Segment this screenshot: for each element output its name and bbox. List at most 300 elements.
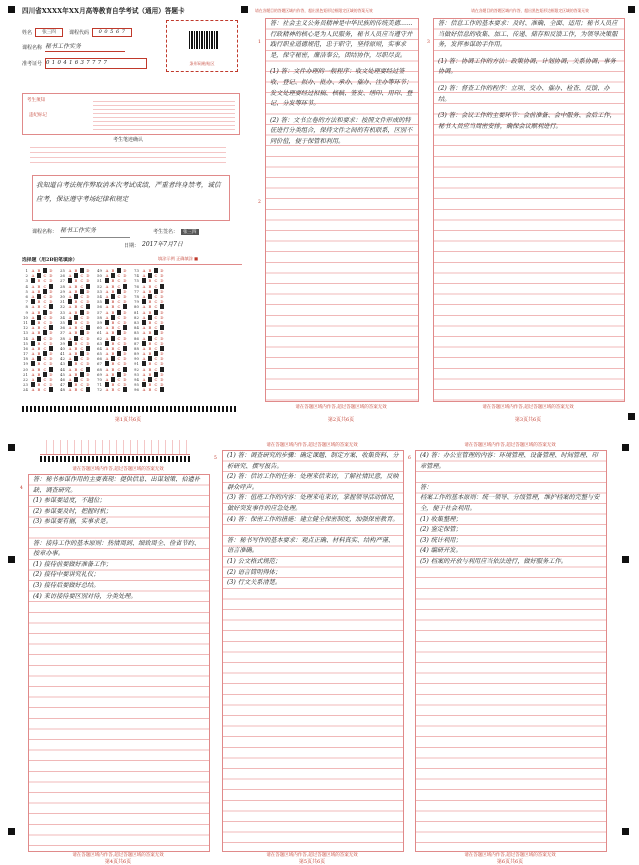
omr-bubble[interactable]: B bbox=[74, 335, 78, 341]
omr-bubble[interactable]: C bbox=[80, 351, 84, 357]
omr-bubble[interactable]: D bbox=[49, 268, 53, 274]
omr-bubble[interactable]: C bbox=[154, 345, 158, 351]
answer-panel-page-3[interactable] bbox=[433, 18, 625, 402]
omr-bubble[interactable]: D bbox=[49, 304, 53, 310]
omr-bubble[interactable]: B bbox=[148, 304, 152, 310]
omr-bubble[interactable]: A bbox=[105, 361, 109, 367]
omr-bubble[interactable]: B bbox=[37, 335, 41, 341]
omr-bubble[interactable]: D bbox=[86, 309, 90, 315]
omr-bubble[interactable]: B bbox=[111, 283, 115, 289]
omr-bubble[interactable]: D bbox=[123, 361, 127, 367]
omr-bubble[interactable]: B bbox=[111, 273, 115, 279]
omr-bubble[interactable]: D bbox=[86, 335, 90, 341]
omr-bubble[interactable]: A bbox=[31, 377, 35, 383]
omr-bubble[interactable]: D bbox=[160, 371, 164, 377]
omr-bubble[interactable]: A bbox=[105, 325, 109, 331]
omr-bubble[interactable]: D bbox=[86, 278, 90, 284]
omr-bubble[interactable]: B bbox=[74, 382, 78, 388]
omr-bubble[interactable]: D bbox=[49, 273, 53, 279]
omr-bubble[interactable]: B bbox=[37, 283, 41, 289]
omr-bubble[interactable]: A bbox=[31, 268, 35, 274]
omr-bubble[interactable]: A bbox=[68, 356, 72, 362]
omr-bubble[interactable]: C bbox=[154, 366, 158, 372]
omr-bubble[interactable]: A bbox=[68, 268, 72, 274]
omr-bubble[interactable]: C bbox=[43, 314, 47, 320]
omr-bubble[interactable]: B bbox=[111, 377, 115, 383]
omr-bubble[interactable]: D bbox=[123, 278, 127, 284]
omr-bubble[interactable]: B bbox=[74, 371, 78, 377]
omr-bubble[interactable]: C bbox=[43, 273, 47, 279]
omr-bubble[interactable]: D bbox=[123, 387, 127, 393]
answer-panel-page-5[interactable] bbox=[222, 450, 404, 852]
omr-bubble[interactable]: A bbox=[105, 319, 109, 325]
omr-bubble[interactable]: C bbox=[43, 288, 47, 294]
omr-bubble[interactable]: A bbox=[105, 366, 109, 372]
omr-bubble[interactable]: D bbox=[160, 283, 164, 289]
omr-bubble[interactable]: D bbox=[160, 335, 164, 341]
omr-bubble[interactable]: C bbox=[117, 356, 121, 362]
omr-bubble[interactable]: A bbox=[68, 288, 72, 294]
omr-bubble[interactable]: D bbox=[160, 319, 164, 325]
omr-bubble[interactable]: B bbox=[37, 299, 41, 305]
omr-bubble[interactable]: C bbox=[80, 325, 84, 331]
omr-bubble[interactable]: B bbox=[148, 351, 152, 357]
omr-bubble[interactable]: A bbox=[68, 309, 72, 315]
omr-bubble[interactable]: C bbox=[43, 294, 47, 300]
omr-bubble[interactable]: B bbox=[37, 366, 41, 372]
omr-bubble[interactable]: B bbox=[74, 278, 78, 284]
omr-bubble[interactable]: D bbox=[160, 314, 164, 320]
omr-bubble[interactable]: A bbox=[142, 356, 146, 362]
omr-bubble[interactable]: B bbox=[74, 294, 78, 300]
omr-bubble[interactable]: C bbox=[43, 278, 47, 284]
omr-bubble[interactable]: B bbox=[111, 371, 115, 377]
omr-bubble[interactable]: C bbox=[43, 319, 47, 325]
omr-bubble[interactable]: C bbox=[43, 268, 47, 274]
omr-bubble[interactable]: D bbox=[86, 361, 90, 367]
omr-bubble[interactable]: D bbox=[86, 382, 90, 388]
omr-bubble[interactable]: A bbox=[31, 278, 35, 284]
omr-bubble[interactable]: D bbox=[160, 309, 164, 315]
omr-bubble[interactable]: B bbox=[148, 314, 152, 320]
omr-bubble[interactable]: B bbox=[148, 268, 152, 274]
omr-bubble[interactable]: A bbox=[31, 351, 35, 357]
answer-panel-page-4[interactable] bbox=[28, 474, 210, 852]
omr-bubble[interactable]: B bbox=[111, 319, 115, 325]
omr-bubble[interactable]: C bbox=[43, 351, 47, 357]
omr-bubble[interactable]: D bbox=[86, 294, 90, 300]
omr-bubble[interactable]: B bbox=[148, 377, 152, 383]
omr-bubble[interactable]: B bbox=[148, 299, 152, 305]
omr-bubble[interactable]: A bbox=[31, 294, 35, 300]
omr-bubble[interactable]: D bbox=[123, 314, 127, 320]
omr-bubble[interactable]: A bbox=[142, 361, 146, 367]
omr-bubble[interactable]: A bbox=[142, 325, 146, 331]
omr-bubble[interactable]: B bbox=[74, 361, 78, 367]
omr-bubble[interactable]: C bbox=[43, 299, 47, 305]
omr-bubble[interactable]: B bbox=[111, 330, 115, 336]
omr-bubble[interactable]: B bbox=[111, 340, 115, 346]
omr-bubble[interactable]: A bbox=[142, 340, 146, 346]
omr-bubble[interactable]: C bbox=[80, 335, 84, 341]
omr-bubble[interactable]: B bbox=[37, 382, 41, 388]
omr-bubble[interactable]: A bbox=[68, 351, 72, 357]
omr-bubble[interactable]: A bbox=[105, 268, 109, 274]
omr-question-row[interactable] bbox=[96, 387, 127, 392]
omr-bubble[interactable]: A bbox=[142, 268, 146, 274]
omr-bubble[interactable]: C bbox=[43, 325, 47, 331]
omr-bubble[interactable]: C bbox=[80, 382, 84, 388]
omr-bubble[interactable]: B bbox=[148, 309, 152, 315]
omr-bubble[interactable]: C bbox=[43, 356, 47, 362]
omr-bubble[interactable]: A bbox=[105, 382, 109, 388]
omr-bubble[interactable]: D bbox=[86, 268, 90, 274]
omr-bubble[interactable]: B bbox=[111, 294, 115, 300]
omr-bubble[interactable]: D bbox=[86, 366, 90, 372]
omr-bubble[interactable]: B bbox=[37, 288, 41, 294]
omr-question-row[interactable] bbox=[59, 387, 90, 392]
omr-bubble[interactable]: D bbox=[49, 361, 53, 367]
omr-bubble[interactable]: D bbox=[123, 273, 127, 279]
omr-bubble[interactable]: D bbox=[86, 351, 90, 357]
omr-bubble[interactable]: C bbox=[80, 273, 84, 279]
omr-bubble[interactable]: D bbox=[160, 325, 164, 331]
omr-bubble[interactable]: D bbox=[123, 351, 127, 357]
omr-bubble[interactable]: D bbox=[160, 351, 164, 357]
omr-bubble[interactable]: A bbox=[68, 304, 72, 310]
omr-bubble[interactable]: C bbox=[117, 309, 121, 315]
omr-bubble[interactable]: C bbox=[154, 268, 158, 274]
omr-bubble[interactable]: D bbox=[49, 330, 53, 336]
omr-bubble[interactable]: C bbox=[80, 366, 84, 372]
omr-bubble[interactable]: A bbox=[142, 366, 146, 372]
omr-bubble[interactable]: D bbox=[123, 319, 127, 325]
omr-bubble[interactable]: B bbox=[74, 314, 78, 320]
omr-bubble[interactable]: A bbox=[105, 387, 109, 393]
omr-bubble[interactable]: B bbox=[37, 387, 41, 393]
omr-bubble[interactable]: C bbox=[43, 382, 47, 388]
omr-bubble[interactable]: A bbox=[31, 382, 35, 388]
omr-bubble[interactable]: D bbox=[86, 340, 90, 346]
omr-bubble[interactable]: C bbox=[80, 283, 84, 289]
omr-bubble[interactable]: D bbox=[49, 371, 53, 377]
omr-bubble[interactable]: D bbox=[49, 314, 53, 320]
omr-bubble[interactable]: D bbox=[160, 304, 164, 310]
omr-bubble[interactable]: A bbox=[142, 294, 146, 300]
omr-bubble[interactable]: A bbox=[142, 278, 146, 284]
omr-bubble[interactable]: C bbox=[80, 356, 84, 362]
omr-bubble[interactable]: D bbox=[160, 340, 164, 346]
omr-bubble[interactable]: D bbox=[86, 371, 90, 377]
omr-bubble[interactable]: A bbox=[105, 345, 109, 351]
omr-bubble[interactable]: D bbox=[123, 304, 127, 310]
omr-bubble[interactable]: C bbox=[43, 330, 47, 336]
omr-bubble[interactable]: A bbox=[31, 340, 35, 346]
omr-bubble[interactable]: D bbox=[160, 330, 164, 336]
omr-bubble[interactable]: C bbox=[117, 371, 121, 377]
omr-bubble[interactable]: A bbox=[142, 345, 146, 351]
omr-bubble[interactable]: C bbox=[154, 377, 158, 383]
omr-bubble[interactable]: B bbox=[111, 356, 115, 362]
omr-bubble[interactable]: A bbox=[105, 273, 109, 279]
omr-bubble[interactable]: B bbox=[37, 319, 41, 325]
omr-bubble[interactable]: C bbox=[43, 366, 47, 372]
omr-bubble[interactable]: C bbox=[43, 361, 47, 367]
omr-bubble[interactable]: A bbox=[68, 366, 72, 372]
omr-bubble[interactable]: B bbox=[148, 356, 152, 362]
omr-bubble[interactable]: C bbox=[117, 345, 121, 351]
omr-bubble[interactable]: C bbox=[80, 377, 84, 383]
omr-bubble[interactable]: B bbox=[148, 273, 152, 279]
omr-bubble[interactable]: D bbox=[160, 273, 164, 279]
omr-bubble[interactable]: C bbox=[80, 294, 84, 300]
omr-bubble[interactable]: B bbox=[148, 371, 152, 377]
omr-bubble[interactable]: B bbox=[74, 340, 78, 346]
date-value[interactable]: 2017年7月7日 bbox=[142, 241, 183, 248]
omr-bubble[interactable]: C bbox=[154, 335, 158, 341]
omr-bubble[interactable]: D bbox=[123, 283, 127, 289]
omr-bubble[interactable]: A bbox=[31, 273, 35, 279]
omr-bubble[interactable]: C bbox=[43, 335, 47, 341]
omr-bubble[interactable]: A bbox=[68, 387, 72, 393]
answer-panel-page-2[interactable] bbox=[265, 18, 419, 402]
omr-bubble[interactable]: C bbox=[117, 273, 121, 279]
omr-bubble[interactable]: B bbox=[148, 361, 152, 367]
omr-bubble[interactable]: D bbox=[49, 382, 53, 388]
omr-grid[interactable] bbox=[22, 264, 242, 404]
omr-bubble[interactable]: A bbox=[105, 278, 109, 284]
omr-bubble[interactable]: D bbox=[86, 273, 90, 279]
omr-bubble[interactable]: D bbox=[49, 325, 53, 331]
omr-bubble[interactable]: D bbox=[86, 345, 90, 351]
omr-bubble[interactable]: C bbox=[43, 377, 47, 383]
omr-bubble[interactable]: A bbox=[31, 361, 35, 367]
omr-bubble[interactable]: D bbox=[123, 309, 127, 315]
omr-bubble[interactable]: D bbox=[123, 382, 127, 388]
omr-bubble[interactable]: B bbox=[148, 294, 152, 300]
omr-bubble[interactable]: B bbox=[148, 283, 152, 289]
omr-bubble[interactable]: A bbox=[105, 371, 109, 377]
omr-bubble[interactable]: D bbox=[123, 330, 127, 336]
omr-bubble[interactable]: D bbox=[49, 366, 53, 372]
omr-bubble[interactable]: B bbox=[37, 309, 41, 315]
signature-value[interactable]: 张三四 bbox=[183, 229, 197, 235]
omr-bubble[interactable]: A bbox=[142, 319, 146, 325]
omr-bubble[interactable]: A bbox=[105, 377, 109, 383]
omr-bubble[interactable]: B bbox=[111, 351, 115, 357]
omr-bubble[interactable]: C bbox=[43, 371, 47, 377]
omr-bubble[interactable]: C bbox=[154, 330, 158, 336]
omr-bubble[interactable]: C bbox=[154, 382, 158, 388]
omr-bubble[interactable]: C bbox=[117, 335, 121, 341]
omr-bubble[interactable]: D bbox=[123, 366, 127, 372]
omr-bubble[interactable]: A bbox=[68, 330, 72, 336]
omr-bubble[interactable]: D bbox=[160, 299, 164, 305]
omr-bubble[interactable]: D bbox=[160, 387, 164, 393]
omr-bubble[interactable]: B bbox=[148, 330, 152, 336]
omr-bubble[interactable]: C bbox=[117, 288, 121, 294]
omr-bubble[interactable]: A bbox=[31, 319, 35, 325]
omr-bubble[interactable]: A bbox=[68, 319, 72, 325]
omr-bubble[interactable]: D bbox=[49, 377, 53, 383]
omr-bubble[interactable]: B bbox=[111, 387, 115, 393]
omr-bubble[interactable]: A bbox=[142, 299, 146, 305]
omr-bubble[interactable]: D bbox=[160, 377, 164, 383]
omr-bubble[interactable]: B bbox=[148, 288, 152, 294]
omr-bubble[interactable]: A bbox=[31, 356, 35, 362]
omr-bubble[interactable]: A bbox=[68, 314, 72, 320]
omr-bubble[interactable]: A bbox=[142, 288, 146, 294]
omr-bubble[interactable]: C bbox=[117, 304, 121, 310]
omr-bubble[interactable]: C bbox=[80, 345, 84, 351]
omr-bubble[interactable]: C bbox=[117, 325, 121, 331]
omr-bubble[interactable]: A bbox=[68, 273, 72, 279]
omr-bubble[interactable]: A bbox=[31, 335, 35, 341]
omr-bubble[interactable]: C bbox=[117, 377, 121, 383]
omr-bubble[interactable]: A bbox=[68, 382, 72, 388]
omr-bubble[interactable]: C bbox=[80, 319, 84, 325]
omr-bubble[interactable]: B bbox=[148, 278, 152, 284]
omr-bubble[interactable]: C bbox=[117, 294, 121, 300]
omr-bubble[interactable]: C bbox=[154, 294, 158, 300]
omr-bubble[interactable]: D bbox=[49, 340, 53, 346]
course-name-field[interactable]: 秘书工作实务 bbox=[45, 42, 125, 52]
omr-bubble[interactable]: D bbox=[86, 330, 90, 336]
omr-bubble[interactable]: B bbox=[37, 371, 41, 377]
omr-bubble[interactable]: B bbox=[37, 340, 41, 346]
omr-bubble[interactable]: B bbox=[111, 304, 115, 310]
omr-bubble[interactable]: D bbox=[49, 335, 53, 341]
omr-bubble[interactable]: D bbox=[86, 387, 90, 393]
omr-bubble[interactable]: D bbox=[49, 299, 53, 305]
omr-bubble[interactable]: B bbox=[74, 319, 78, 325]
exam-number-field[interactable]: 0 1 0 4 1 6 3 7 7 7 7 bbox=[45, 58, 147, 69]
omr-bubble[interactable]: D bbox=[123, 335, 127, 341]
omr-bubble[interactable]: D bbox=[160, 278, 164, 284]
omr-bubble[interactable]: C bbox=[117, 314, 121, 320]
omr-bubble[interactable]: D bbox=[86, 304, 90, 310]
omr-bubble[interactable]: A bbox=[105, 283, 109, 289]
omr-bubble[interactable]: A bbox=[142, 330, 146, 336]
omr-bubble[interactable]: D bbox=[160, 382, 164, 388]
omr-bubble[interactable]: C bbox=[117, 361, 121, 367]
omr-bubble[interactable]: D bbox=[86, 314, 90, 320]
omr-bubble[interactable]: C bbox=[43, 345, 47, 351]
omr-bubble[interactable]: B bbox=[37, 273, 41, 279]
omr-bubble[interactable]: D bbox=[49, 278, 53, 284]
omr-bubble[interactable]: B bbox=[74, 377, 78, 383]
omr-bubble[interactable]: A bbox=[105, 335, 109, 341]
omr-bubble[interactable]: D bbox=[86, 299, 90, 305]
omr-bubble[interactable]: A bbox=[68, 345, 72, 351]
omr-bubble[interactable]: A bbox=[31, 371, 35, 377]
omr-bubble[interactable]: C bbox=[117, 278, 121, 284]
omr-bubble[interactable]: B bbox=[148, 345, 152, 351]
omr-bubble[interactable]: D bbox=[49, 288, 53, 294]
omr-bubble[interactable]: A bbox=[31, 366, 35, 372]
omr-bubble[interactable]: C bbox=[117, 283, 121, 289]
omr-bubble[interactable]: D bbox=[123, 371, 127, 377]
omr-bubble[interactable]: D bbox=[123, 288, 127, 294]
omr-bubble[interactable]: C bbox=[80, 387, 84, 393]
omr-bubble[interactable]: C bbox=[154, 371, 158, 377]
omr-bubble[interactable]: C bbox=[154, 283, 158, 289]
omr-bubble[interactable]: D bbox=[49, 283, 53, 289]
omr-bubble[interactable]: B bbox=[111, 268, 115, 274]
omr-bubble[interactable]: A bbox=[31, 283, 35, 289]
course-code-field[interactable]: 0 0 5 6 7 bbox=[92, 28, 132, 37]
omr-bubble[interactable]: B bbox=[37, 330, 41, 336]
omr-bubble[interactable]: C bbox=[43, 304, 47, 310]
omr-bubble[interactable]: B bbox=[111, 278, 115, 284]
omr-bubble[interactable]: B bbox=[37, 325, 41, 331]
omr-bubble[interactable]: C bbox=[80, 371, 84, 377]
omr-bubble[interactable]: A bbox=[68, 371, 72, 377]
omr-bubble[interactable]: B bbox=[74, 283, 78, 289]
omr-bubble[interactable]: D bbox=[86, 356, 90, 362]
omr-bubble[interactable]: C bbox=[80, 340, 84, 346]
omr-bubble[interactable]: A bbox=[105, 340, 109, 346]
omr-bubble[interactable]: C bbox=[43, 340, 47, 346]
omr-bubble[interactable]: B bbox=[74, 273, 78, 279]
omr-bubble[interactable]: B bbox=[148, 340, 152, 346]
omr-bubble[interactable]: A bbox=[31, 314, 35, 320]
omr-bubble[interactable]: C bbox=[43, 309, 47, 315]
omr-bubble[interactable]: B bbox=[37, 268, 41, 274]
omr-bubble[interactable]: D bbox=[86, 377, 90, 383]
omr-bubble[interactable]: A bbox=[68, 335, 72, 341]
omr-bubble[interactable]: C bbox=[117, 351, 121, 357]
omr-bubble[interactable]: B bbox=[111, 288, 115, 294]
pledge-handwriting-box[interactable] bbox=[32, 175, 230, 221]
omr-bubble[interactable]: A bbox=[105, 288, 109, 294]
omr-bubble[interactable]: B bbox=[74, 309, 78, 315]
omr-bubble[interactable]: B bbox=[148, 319, 152, 325]
omr-bubble[interactable]: A bbox=[68, 294, 72, 300]
omr-bubble[interactable]: A bbox=[142, 351, 146, 357]
omr-bubble[interactable]: D bbox=[160, 356, 164, 362]
omr-bubble[interactable]: B bbox=[74, 304, 78, 310]
omr-bubble[interactable]: B bbox=[111, 345, 115, 351]
omr-bubble[interactable]: D bbox=[49, 351, 53, 357]
omr-bubble[interactable]: A bbox=[105, 330, 109, 336]
omr-bubble[interactable]: A bbox=[68, 377, 72, 383]
omr-bubble[interactable]: C bbox=[43, 283, 47, 289]
omr-bubble[interactable]: B bbox=[37, 356, 41, 362]
omr-bubble[interactable]: A bbox=[105, 351, 109, 357]
omr-bubble[interactable]: C bbox=[117, 319, 121, 325]
omr-bubble[interactable]: B bbox=[74, 268, 78, 274]
omr-bubble[interactable]: D bbox=[160, 361, 164, 367]
omr-bubble[interactable]: D bbox=[123, 356, 127, 362]
omr-bubble[interactable]: A bbox=[31, 288, 35, 294]
omr-bubble[interactable]: B bbox=[37, 314, 41, 320]
omr-bubble[interactable]: C bbox=[80, 361, 84, 367]
omr-bubble[interactable]: C bbox=[43, 387, 47, 393]
omr-bubble[interactable]: D bbox=[49, 345, 53, 351]
omr-bubble[interactable]: A bbox=[142, 377, 146, 383]
omr-bubble[interactable]: A bbox=[68, 325, 72, 331]
omr-bubble[interactable]: B bbox=[37, 294, 41, 300]
omr-bubble[interactable]: A bbox=[105, 294, 109, 300]
omr-bubble[interactable]: D bbox=[123, 377, 127, 383]
omr-bubble[interactable]: A bbox=[105, 309, 109, 315]
omr-bubble[interactable]: D bbox=[160, 366, 164, 372]
name-field[interactable]: 张三四 bbox=[35, 28, 63, 37]
omr-bubble[interactable]: C bbox=[154, 319, 158, 325]
omr-bubble[interactable]: C bbox=[154, 314, 158, 320]
omr-bubble[interactable]: C bbox=[154, 361, 158, 367]
